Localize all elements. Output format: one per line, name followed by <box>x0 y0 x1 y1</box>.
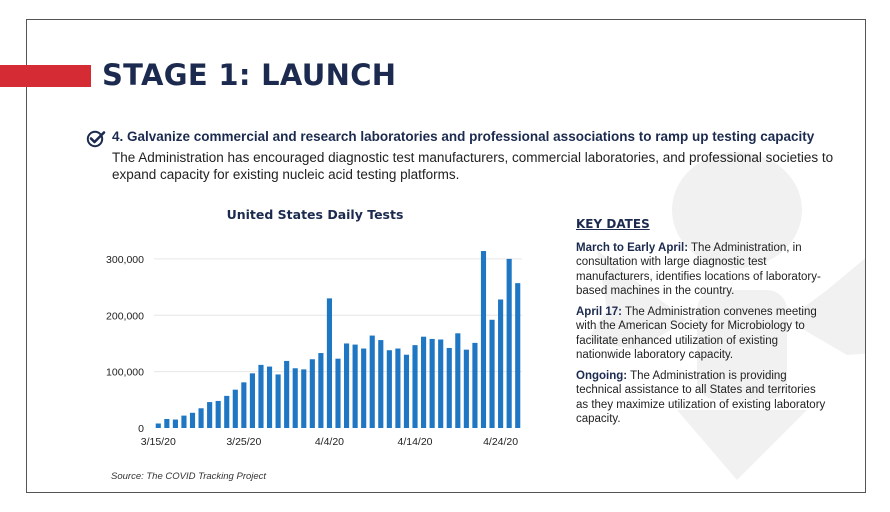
y-tick-label: 300,000 <box>106 253 144 266</box>
page-title: STAGE 1: LAUNCH <box>102 58 397 92</box>
key-date-entry <box>576 369 826 427</box>
bar-3-17 <box>173 420 178 428</box>
x-axis <box>141 436 519 448</box>
bar-3-19 <box>190 413 195 428</box>
key-date-label: Ongoing: <box>576 369 628 382</box>
bar-4-17 <box>438 340 443 428</box>
x-tick-label: 3/15/20 <box>140 436 176 448</box>
bar-4-6 <box>344 343 349 428</box>
item-heading: 4. Galvanize commercial and research laboratories and professional associations to ramp up testing capacity <box>112 129 815 144</box>
source-note: Source: The COVID Tracking Project <box>111 471 267 482</box>
y-tick-label: 200,000 <box>106 310 144 323</box>
chart-title: United States Daily Tests <box>226 207 404 222</box>
bar-4-12 <box>395 349 400 428</box>
key-dates-panel <box>576 217 826 433</box>
bar-4-26 <box>515 283 520 428</box>
bar-4-8 <box>361 349 366 428</box>
bar-4-10 <box>378 340 383 428</box>
bar-4-14 <box>412 345 417 428</box>
bar-4-23 <box>489 320 494 428</box>
bar-4-9 <box>370 336 375 428</box>
x-tick-label: 4/24/20 <box>483 436 519 448</box>
key-date-text: The Administration convenes meeting with the American Society for Microbiology to facilitate enhanced utilization of existing nationwide laboratory capacity. <box>576 305 817 361</box>
x-tick-label: 3/25/20 <box>226 436 262 448</box>
bar-3-23 <box>224 396 229 428</box>
bar-3-29 <box>276 374 281 428</box>
bar-4-3 <box>318 353 323 428</box>
bar-3-27 <box>258 365 263 428</box>
bar-3-15 <box>156 423 161 428</box>
key-date-label: March to Early April: <box>576 241 689 254</box>
bar-3-30 <box>284 361 289 428</box>
bar-4-7 <box>353 345 358 428</box>
bar-4-13 <box>404 355 409 428</box>
bar-4-2 <box>310 359 315 428</box>
bar-4-11 <box>387 350 392 428</box>
bar-4-4 <box>327 298 332 428</box>
bar-4-15 <box>421 337 426 428</box>
bar-4-1 <box>301 369 306 428</box>
bar-4-20 <box>464 350 469 428</box>
bar-4-25 <box>507 259 512 428</box>
key-dates-title: KEY DATES <box>576 217 650 231</box>
bar-4-5 <box>335 359 340 428</box>
key-date-text: The Administration, in consultation with large diagnostic test manufacturers, identifies locations of laboratory-based machines in the country. <box>576 241 821 297</box>
bar-3-31 <box>293 368 298 428</box>
bar-4-21 <box>472 343 477 428</box>
daily-tests-chart <box>90 200 540 460</box>
bar-3-25 <box>241 382 246 428</box>
y-tick-label: 0 <box>138 423 144 435</box>
bar-4-18 <box>447 348 452 428</box>
bar-3-16 <box>164 419 169 428</box>
y-axis <box>106 254 144 435</box>
bar-4-16 <box>430 339 435 428</box>
x-tick-label: 4/14/20 <box>397 436 433 448</box>
bar-4-22 <box>481 251 486 428</box>
bar-3-18 <box>181 416 186 428</box>
item-body: The Administration has encouraged diagnostic test manufacturers, commercial laboratories, and professional societies to expand capacity for existing nucleic acid testing platforms. <box>112 150 834 182</box>
key-date-entry <box>576 305 826 363</box>
bar-3-24 <box>233 390 238 428</box>
bar-3-28 <box>267 367 272 428</box>
x-tick-label: 4/4/20 <box>314 436 345 448</box>
bar-3-21 <box>207 402 212 428</box>
bar-3-20 <box>199 408 204 428</box>
accent-bar <box>0 65 91 87</box>
y-tick-label: 100,000 <box>106 366 144 379</box>
bar-4-24 <box>498 299 503 428</box>
check-circle-icon <box>86 130 106 148</box>
bar-3-26 <box>250 373 255 428</box>
key-date-entry <box>576 241 826 299</box>
bar-3-22 <box>216 401 221 428</box>
bar-4-19 <box>455 333 460 428</box>
key-date-text: The Administration is providing technical assistance to all States and territories as they maximize utilization of existing laboratory capacity. <box>576 369 826 425</box>
key-date-label: April 17: <box>576 305 623 318</box>
chart-bars <box>156 251 521 428</box>
